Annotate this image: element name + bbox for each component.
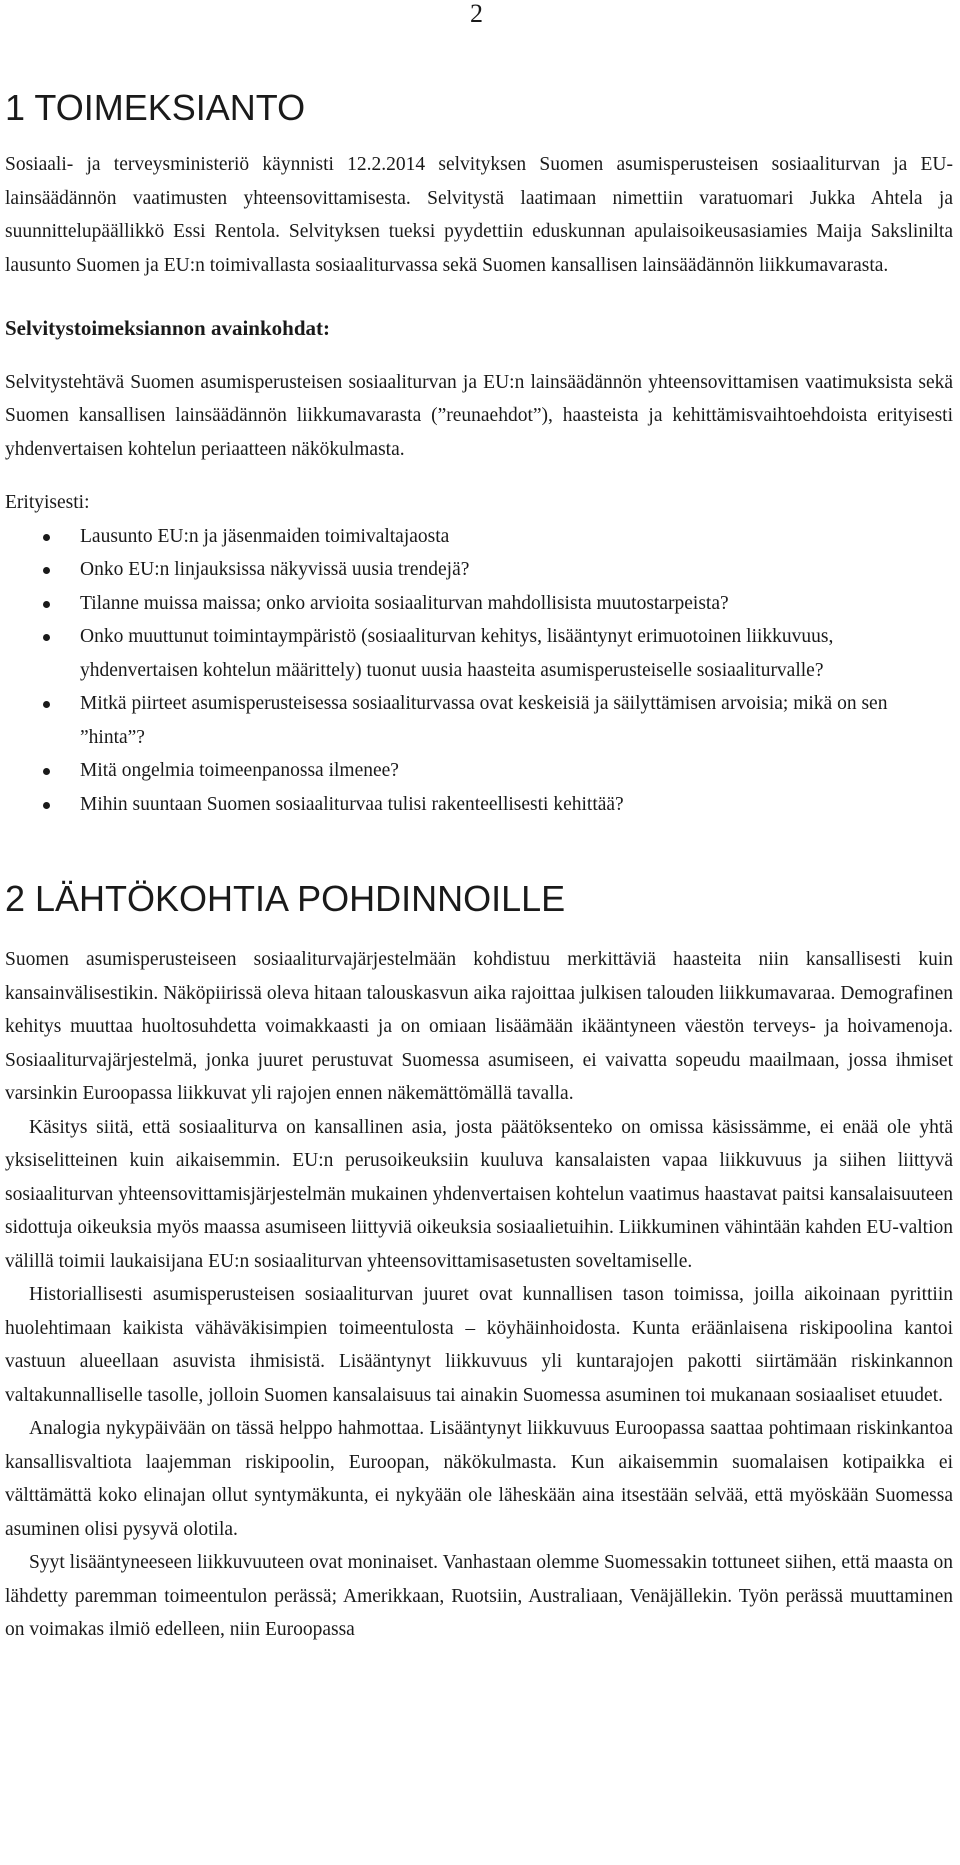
list-item — [5, 754, 953, 788]
page-number: 2 — [470, 0, 483, 28]
section-2-heading: 2 LÄHTÖKOHTIA POHDINNOILLE — [5, 878, 566, 919]
list-item — [5, 620, 953, 687]
list-item-text: Onko EU:n linjauksissa näkyvissä uusia trendejä? — [80, 559, 470, 580]
bullet-icon — [43, 634, 50, 641]
section-2-paragraph: Syyt lisääntyneeseen liikkuvuuteen ovat moninaiset. Vanhastaan olemme Suomessakin tottuneet siihen, että maasta on lähdetty paremman toimeentulon perässä; Amerikkaan, Ruotsiin, Australiaan, Venäjällekin. Työn perässä muuttaminen on voimakas ilmiö edelleen, niin Euroopassa — [5, 1552, 953, 1640]
document-content — [5, 86, 953, 1647]
list-item-text: Tilanne muissa maissa; onko arvioita sosiaaliturvan mahdollisista muutostarpeista? — [80, 592, 729, 614]
bullet-icon — [43, 534, 50, 541]
list-item-text: Lausunto EU:n ja jäsenmaiden toimivaltajaosta — [80, 525, 450, 547]
bullet-icon — [43, 701, 50, 708]
list-item — [5, 553, 953, 587]
bullet-icon — [43, 802, 50, 809]
key-points-subheading: Selvitystoimeksiannon avainkohdat: — [5, 316, 330, 340]
bullet-icon — [43, 601, 50, 608]
bullet-icon — [43, 768, 50, 775]
list-item-text: Mitä ongelmia toimeenpanossa ilmenee? — [80, 760, 399, 781]
list-item — [5, 587, 953, 621]
section-2-paragraph: Analogia nykypäivään on tässä helppo hahmottaa. Lisääntynyt liikkuvuus Euroopassa saattaa pohtimaan riskinkantoa kansallisvaltiota laajemman riskipoolin, Euroopan, näkökulmasta. Kun aikaisemmin suomalaisen kotipaikka ei välttämättä koko elinajan ollut syntymäkunta, ei nykyään ole läheskään aina itsestään selvää, että myöskään Suomessa asuminen olisi pysyvä olotila. — [5, 1418, 953, 1540]
especially-label: Erityisesti: — [5, 492, 90, 513]
key-questions-list — [5, 520, 953, 822]
section-2-paragraph: Käsitys siitä, että sosiaaliturva on kansallinen asia, josta päätöksenteko on omissa käsissämme, ei enää ole yhtä yksiselitteinen kuin aikaisemmin. EU:n perusoikeuksiin kuuluva kansalaisten vapaa liikkuvuus ja siihen liittyvä sosiaaliturvan yhteensovittamisjärjestelmän mukainen yhdenvertaisen kohtelun vaatimus haastavat paitsi kansalaisuuteen sidottuja oikeuksia myös maassa asumiseen liittyviä oikeuksia sosiaalietuihin. Liikkuminen vähintään kahden EU-valtion välillä toimii laukaisijana EU:n sosiaaliturvan yhteensovittamisasetusten soveltamiselle. — [5, 1116, 953, 1272]
list-item-text: Mihin suuntaan Suomen sosiaaliturvaa tulisi rakenteellisesti kehittää? — [80, 793, 624, 815]
section-2-paragraph: Historiallisesti asumisperusteisen sosiaaliturvan juuret ovat kunnallisen tason toimissa, joilla aikoinaan pyrittiin huolehtimaan kaikista vähäväkisimpien toimeentulosta – köyhäinhoidosta. Kunta eräänlaisena riskipoolina kantoi vastuun alueellaan asuvista ihmisistä. Lisääntynyt liikkuvuus yli kuntarajojen pakotti siirtämään riskinkannon valtakunnalliselle tasolle, jolloin Suomen kansalaisuus tai ainakin Suomessa asuminen toi mukanaan sosiaaliset etuudet. — [5, 1284, 953, 1406]
list-item-text: Onko muuttunut toimintaympäristö (sosiaaliturvan kehitys, lisääntynyt erimuotoinen liikkuvuus, yhdenvertaisen kohtelun määrittely) tuonut uusia haasteita asumisperusteiselle sosiaaliturvalle? — [80, 626, 834, 681]
section-1-intro-paragraph: Sosiaali- ja terveysministeriö käynnisti 12.2.2014 selvityksen Suomen asumisperusteisen sosiaaliturvan ja EU-lainsäädännön vaatimusten yhteensovittamisesta. Selvitystä laatimaan nimettiin varatuomari Jukka Ahtela ja suunnittelupäällikkö Essi Rentola. Selvityksen tueksi pyydettiin eduskunnan apulaisoikeusasiamies Maija Sakslinilta lausunto Suomen ja EU:n toimivallasta sosiaaliturvassa sekä Suomen kansallisen lainsäädännön liikkumavarasta. — [5, 154, 953, 276]
list-item — [5, 520, 953, 554]
section-2-paragraph: Suomen asumisperusteiseen sosiaaliturvajärjestelmään kohdistuu merkittäviä haasteita niin kansallisesti kuin kansainvälisestikin. Näköpiirissä oleva hitaan talouskasvun aika rajoittaa julkisen talouden liikkumavaraa. Demografinen kehitys muuttaa huoltosuhdetta voimakkaasti ja on omiaan lisäämään ikääntyneen väestön terveys- ja hoivamenoja. Sosiaaliturvajärjestelmä, jonka juuret perustuvat Suomessa asumiseen, ei vaivatta sopeudu maailmaan, jossa ihmiset varsinkin Euroopassa liikkuvat yli rajojen ennen näkemättömällä tavalla. — [5, 949, 953, 1104]
key-points-paragraph: Selvitystehtävä Suomen asumisperusteisen sosiaaliturvan ja EU:n lainsäädännön yhteensovittamisen vaatimuksista sekä Suomen kansallisen lainsäädännön liikkumavarasta (”reunaehdot”), haasteista ja kehittämisvaihtoehdoista erityisesti yhdenvertaisen kohtelun periaatteen näkökulmasta. — [5, 371, 953, 460]
bullet-icon — [43, 567, 50, 574]
section-1-heading: 1 TOIMEKSIANTO — [5, 87, 306, 128]
list-item-text: Mitkä piirteet asumisperusteisessa sosiaaliturvassa ovat keskeisiä ja säilyttämisen arvoisia; mikä on sen ”hinta”? — [80, 693, 888, 748]
list-item — [5, 687, 953, 754]
list-item — [5, 788, 953, 822]
